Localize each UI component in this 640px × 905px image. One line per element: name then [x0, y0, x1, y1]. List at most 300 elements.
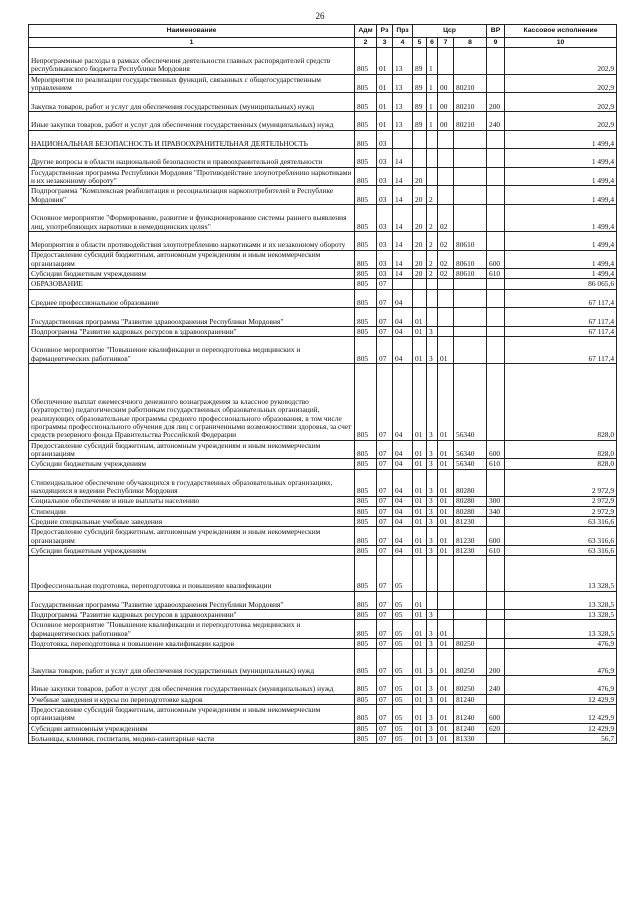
- row-vr: [487, 591, 505, 610]
- row-vr: [487, 205, 505, 232]
- table-row: [29, 93, 617, 112]
- row-csr-direction: 81230: [454, 546, 487, 556]
- row-adm: 805: [355, 649, 377, 676]
- row-csr-direction: [454, 326, 487, 336]
- row-rz: 07: [377, 337, 393, 364]
- row-prz: 05: [393, 733, 413, 743]
- table-row: [29, 546, 617, 556]
- row-adm: 805: [355, 517, 377, 527]
- row-adm: 805: [355, 591, 377, 610]
- row-csr-activity: [438, 186, 454, 205]
- row-rz: 03: [377, 167, 393, 186]
- row-vr: [487, 610, 505, 620]
- row-name: Предоставление субсидий бюджетным, автономным учреждениям и иным некоммерческим организациям: [29, 705, 355, 724]
- row-rz: 07: [377, 364, 393, 441]
- row-name: Закупка товаров, работ и услуг для обеспечения государственных (муниципальных) нужд: [29, 649, 355, 676]
- table-row: [29, 723, 617, 733]
- header-csr: Цср: [413, 25, 487, 38]
- table-row: [29, 649, 617, 676]
- row-vr: [487, 639, 505, 649]
- row-csr-program: 01: [413, 459, 427, 469]
- row-csr-activity: 01: [438, 517, 454, 527]
- row-vr: 600: [487, 250, 505, 269]
- row-vr: [487, 694, 505, 704]
- row-adm: 805: [355, 205, 377, 232]
- row-vr: [487, 279, 505, 289]
- table-row: [29, 506, 617, 516]
- table-row: [29, 250, 617, 269]
- header-prz: Прз: [393, 25, 413, 38]
- row-csr-subprogram: 3: [427, 676, 438, 695]
- row-name: Субсидии автономным учреждениям: [29, 723, 355, 733]
- row-csr-program: 01: [413, 639, 427, 649]
- budget-table: [28, 24, 617, 744]
- row-amount: 202,9: [505, 74, 617, 93]
- table-row: [29, 705, 617, 724]
- row-amount: 202,9: [505, 48, 617, 75]
- row-name: Предоставление субсидий бюджетным, автономным учреждениям и иным некоммерческим организациям: [29, 440, 355, 459]
- row-amount: 1 499,4: [505, 130, 617, 149]
- row-prz: 14: [393, 205, 413, 232]
- row-rz: 03: [377, 205, 393, 232]
- row-vr: [487, 167, 505, 186]
- row-adm: 805: [355, 48, 377, 75]
- row-vr: [487, 130, 505, 149]
- row-csr-program: 89: [413, 74, 427, 93]
- row-csr-subprogram: 3: [427, 326, 438, 336]
- row-csr-activity: 01: [438, 440, 454, 459]
- row-name: Мероприятия по реализации государственных функций, связанных с общегосударственным управлением: [29, 74, 355, 93]
- column-number: 5: [413, 38, 427, 48]
- row-prz: 05: [393, 676, 413, 695]
- row-csr-subprogram: 3: [427, 517, 438, 527]
- row-csr-direction: 80280: [454, 496, 487, 506]
- row-prz: 04: [393, 527, 413, 546]
- row-csr-subprogram: 2: [427, 231, 438, 250]
- table-row: [29, 149, 617, 168]
- row-csr-direction: 81240: [454, 723, 487, 733]
- row-vr: 240: [487, 676, 505, 695]
- table-row: [29, 496, 617, 506]
- row-adm: 805: [355, 469, 377, 496]
- row-name: Государственная программа Республики Мордовия "Противодействие злоупотреблению наркотиками и их незаконному обороту": [29, 167, 355, 186]
- table-row: [29, 469, 617, 496]
- row-csr-program: 01: [413, 620, 427, 639]
- row-amount: 12 429,9: [505, 723, 617, 733]
- row-adm: 805: [355, 694, 377, 704]
- row-csr-direction: [454, 48, 487, 75]
- row-csr-direction: 56340: [454, 459, 487, 469]
- row-csr-direction: 80610: [454, 231, 487, 250]
- row-csr-program: 20: [413, 167, 427, 186]
- row-prz: 04: [393, 326, 413, 336]
- row-prz: 05: [393, 610, 413, 620]
- row-name: Основное мероприятие "Формирование, развитие и функционирование системы раннего выявления лиц, употребляющих наркотики в немедицинских целях": [29, 205, 355, 232]
- row-amount: 202,9: [505, 112, 617, 131]
- row-vr: [487, 231, 505, 250]
- row-prz: 14: [393, 269, 413, 279]
- row-csr-program: 01: [413, 546, 427, 556]
- row-csr-direction: [454, 556, 487, 591]
- row-prz: 04: [393, 546, 413, 556]
- table-row: [29, 694, 617, 704]
- row-csr-subprogram: 2: [427, 205, 438, 232]
- row-prz: 14: [393, 186, 413, 205]
- row-amount: 1 499,4: [505, 186, 617, 205]
- row-csr-direction: 81230: [454, 527, 487, 546]
- row-amount: 1 499,4: [505, 205, 617, 232]
- row-name: НАЦИОНАЛЬНАЯ БЕЗОПАСНОСТЬ И ПРАВООХРАНИТЕЛЬНАЯ ДЕЯТЕЛЬНОСТЬ: [29, 130, 355, 149]
- row-csr-program: 89: [413, 112, 427, 131]
- row-amount: 67 117,4: [505, 289, 617, 308]
- table-row: [29, 639, 617, 649]
- row-name: Субсидии бюджетным учреждениям: [29, 546, 355, 556]
- row-csr-subprogram: [427, 289, 438, 308]
- row-csr-program: 20: [413, 269, 427, 279]
- row-csr-program: 01: [413, 308, 427, 327]
- row-vr: 600: [487, 527, 505, 546]
- row-csr-subprogram: 1: [427, 112, 438, 131]
- row-name: Подпрограмма "Комплексная реабилитация и ресоциализация наркопотребителей в Республике Мордовия": [29, 186, 355, 205]
- row-prz: 05: [393, 723, 413, 733]
- row-csr-subprogram: [427, 556, 438, 591]
- row-prz: 04: [393, 337, 413, 364]
- row-adm: 805: [355, 676, 377, 695]
- table-row: [29, 74, 617, 93]
- row-adm: 805: [355, 506, 377, 516]
- row-rz: 03: [377, 231, 393, 250]
- row-name: Предоставление субсидий бюджетным, автономным учреждениям и иным некоммерческим организациям: [29, 250, 355, 269]
- row-name: Средние специальные учебные заведения: [29, 517, 355, 527]
- row-vr: 610: [487, 269, 505, 279]
- row-csr-direction: [454, 308, 487, 327]
- row-csr-activity: [438, 591, 454, 610]
- row-vr: 620: [487, 723, 505, 733]
- row-rz: 07: [377, 459, 393, 469]
- row-amount: 63 316,6: [505, 517, 617, 527]
- row-prz: 04: [393, 506, 413, 516]
- row-vr: 610: [487, 546, 505, 556]
- row-csr-subprogram: [427, 591, 438, 610]
- row-amount: 13 328,5: [505, 620, 617, 639]
- row-csr-subprogram: 3: [427, 639, 438, 649]
- row-csr-activity: [438, 308, 454, 327]
- row-rz: 07: [377, 440, 393, 459]
- row-csr-direction: [454, 167, 487, 186]
- row-rz: 07: [377, 676, 393, 695]
- row-csr-program: 01: [413, 591, 427, 610]
- row-amount: 56,7: [505, 733, 617, 743]
- row-csr-direction: [454, 205, 487, 232]
- row-csr-activity: 01: [438, 694, 454, 704]
- column-number: 9: [487, 38, 505, 48]
- row-prz: 05: [393, 591, 413, 610]
- row-amount: 13 328,5: [505, 610, 617, 620]
- row-csr-program: 01: [413, 326, 427, 336]
- row-csr-subprogram: 2: [427, 269, 438, 279]
- row-prz: 05: [393, 620, 413, 639]
- row-csr-program: 01: [413, 694, 427, 704]
- row-rz: 07: [377, 649, 393, 676]
- row-csr-subprogram: 3: [427, 364, 438, 441]
- row-csr-subprogram: 3: [427, 459, 438, 469]
- table-row: [29, 676, 617, 695]
- row-rz: 07: [377, 506, 393, 516]
- row-vr: [487, 149, 505, 168]
- header-adm: Адм: [355, 25, 377, 38]
- row-csr-program: [413, 556, 427, 591]
- row-csr-activity: [438, 149, 454, 168]
- row-prz: 05: [393, 649, 413, 676]
- row-vr: [487, 469, 505, 496]
- row-csr-direction: [454, 610, 487, 620]
- row-name: Подпрограмма "Развитие кадровых ресурсов в здравоохранении": [29, 326, 355, 336]
- row-csr-program: 01: [413, 649, 427, 676]
- row-adm: 805: [355, 326, 377, 336]
- row-name: Предоставление субсидий бюджетным, автономным учреждениям и иным некоммерческим организациям: [29, 527, 355, 546]
- table-row: [29, 527, 617, 546]
- row-csr-direction: 81240: [454, 694, 487, 704]
- row-name: Основное мероприятие "Повышение квалификации и переподготовка медицинских и фармацевтических работников": [29, 620, 355, 639]
- row-prz: 13: [393, 112, 413, 131]
- row-csr-program: 01: [413, 337, 427, 364]
- row-name: Подпрограмма "Развитие кадровых ресурсов в здравоохранении": [29, 610, 355, 620]
- row-vr: [487, 733, 505, 743]
- column-number: 7: [438, 38, 454, 48]
- row-vr: 300: [487, 496, 505, 506]
- row-csr-direction: 80210: [454, 112, 487, 131]
- row-rz: 01: [377, 112, 393, 131]
- row-csr-program: 01: [413, 676, 427, 695]
- column-number: 2: [355, 38, 377, 48]
- row-adm: 805: [355, 112, 377, 131]
- row-csr-program: [413, 279, 427, 289]
- table-row: [29, 459, 617, 469]
- header-amount: Кассовое исполнение: [505, 25, 617, 38]
- row-adm: 805: [355, 93, 377, 112]
- row-csr-activity: 01: [438, 364, 454, 441]
- row-csr-program: 01: [413, 469, 427, 496]
- row-csr-direction: [454, 186, 487, 205]
- row-adm: 805: [355, 167, 377, 186]
- row-csr-activity: 01: [438, 733, 454, 743]
- row-rz: 07: [377, 546, 393, 556]
- row-rz: 07: [377, 556, 393, 591]
- row-prz: [393, 279, 413, 289]
- row-rz: 07: [377, 705, 393, 724]
- row-vr: 340: [487, 506, 505, 516]
- table-row: [29, 733, 617, 743]
- row-csr-subprogram: 3: [427, 527, 438, 546]
- row-csr-direction: [454, 591, 487, 610]
- row-prz: 04: [393, 289, 413, 308]
- row-vr: [487, 364, 505, 441]
- table-row: [29, 289, 617, 308]
- row-csr-subprogram: 3: [427, 496, 438, 506]
- header-rz: Рз: [377, 25, 393, 38]
- row-rz: 07: [377, 733, 393, 743]
- row-csr-activity: 01: [438, 546, 454, 556]
- row-adm: 805: [355, 639, 377, 649]
- row-amount: 2 972,9: [505, 506, 617, 516]
- table-row: [29, 167, 617, 186]
- row-csr-direction: 80610: [454, 250, 487, 269]
- row-csr-program: 89: [413, 48, 427, 75]
- row-name: Основное мероприятие "Повышение квалификации и переподготовка медицинских и фармацевтических работников": [29, 337, 355, 364]
- row-csr-activity: 01: [438, 527, 454, 546]
- row-adm: 805: [355, 149, 377, 168]
- table-row: [29, 326, 617, 336]
- row-amount: 12 429,9: [505, 705, 617, 724]
- row-csr-direction: 81230: [454, 517, 487, 527]
- row-csr-subprogram: 3: [427, 440, 438, 459]
- row-rz: 07: [377, 610, 393, 620]
- row-amount: 67 117,4: [505, 326, 617, 336]
- table-row: [29, 610, 617, 620]
- row-csr-program: [413, 289, 427, 308]
- row-name: Непрограммные расходы в рамках обеспечения деятельности главных распорядителей средств республиканского бюджета Республики Мордовия: [29, 48, 355, 75]
- row-amount: 476,9: [505, 649, 617, 676]
- row-csr-direction: 80280: [454, 506, 487, 516]
- column-number: 1: [29, 38, 355, 48]
- row-vr: [487, 620, 505, 639]
- row-name: Иные закупки товаров, работ и услуг для обеспечения государственных (муниципальных) нужд: [29, 676, 355, 695]
- row-csr-subprogram: 2: [427, 250, 438, 269]
- row-csr-subprogram: 3: [427, 506, 438, 516]
- row-name: Закупка товаров, работ и услуг для обеспечения государственных (муниципальных) нужд: [29, 93, 355, 112]
- row-amount: 202,9: [505, 93, 617, 112]
- column-number-row: [29, 38, 617, 48]
- row-prz: 14: [393, 250, 413, 269]
- column-number: 4: [393, 38, 413, 48]
- row-csr-subprogram: 3: [427, 723, 438, 733]
- row-csr-direction: 56340: [454, 364, 487, 441]
- row-csr-direction: [454, 130, 487, 149]
- row-rz: 03: [377, 149, 393, 168]
- row-csr-direction: [454, 149, 487, 168]
- row-adm: 805: [355, 527, 377, 546]
- row-csr-program: 01: [413, 723, 427, 733]
- row-vr: [487, 337, 505, 364]
- row-csr-activity: [438, 610, 454, 620]
- row-csr-subprogram: [427, 149, 438, 168]
- row-vr: 610: [487, 459, 505, 469]
- row-csr-activity: [438, 167, 454, 186]
- column-number: 6: [427, 38, 438, 48]
- row-csr-subprogram: 3: [427, 649, 438, 676]
- row-prz: 05: [393, 705, 413, 724]
- row-name: Государственная программа "Развитие здравоохранения Республики Мордовия": [29, 308, 355, 327]
- row-amount: 67 117,4: [505, 337, 617, 364]
- row-prz: 13: [393, 48, 413, 75]
- row-name: Профессиональная подготовка, переподготовка и повышение квалификации: [29, 556, 355, 591]
- row-amount: 1 499,4: [505, 269, 617, 279]
- row-csr-direction: [454, 289, 487, 308]
- row-name: Больницы, клиники, госпитали, медико-санитарные части: [29, 733, 355, 743]
- row-csr-direction: 56340: [454, 440, 487, 459]
- row-adm: 805: [355, 279, 377, 289]
- row-adm: 805: [355, 231, 377, 250]
- row-vr: [487, 186, 505, 205]
- row-csr-activity: 01: [438, 459, 454, 469]
- table-row: [29, 337, 617, 364]
- row-csr-activity: [438, 48, 454, 75]
- header-row: [29, 25, 617, 38]
- row-name: Иные закупки товаров, работ и услуг для обеспечения государственных (муниципальных) нужд: [29, 112, 355, 131]
- row-csr-subprogram: 3: [427, 733, 438, 743]
- row-csr-activity: [438, 130, 454, 149]
- row-prz: 04: [393, 459, 413, 469]
- row-amount: 2 972,9: [505, 496, 617, 506]
- table-row: [29, 591, 617, 610]
- row-csr-subprogram: [427, 167, 438, 186]
- header-vr: ВР: [487, 25, 505, 38]
- row-csr-activity: 01: [438, 496, 454, 506]
- row-amount: 828,0: [505, 440, 617, 459]
- row-amount: 1 499,4: [505, 250, 617, 269]
- row-adm: 805: [355, 337, 377, 364]
- row-csr-program: 20: [413, 231, 427, 250]
- row-csr-direction: 81240: [454, 705, 487, 724]
- table-row: [29, 279, 617, 289]
- row-csr-direction: [454, 279, 487, 289]
- row-name: Подготовка, переподготовка и повышение квалификации кадров: [29, 639, 355, 649]
- row-csr-program: 01: [413, 517, 427, 527]
- row-adm: 805: [355, 364, 377, 441]
- row-csr-activity: 01: [438, 639, 454, 649]
- row-csr-program: 01: [413, 364, 427, 441]
- row-csr-activity: 02: [438, 269, 454, 279]
- row-csr-direction: 81330: [454, 733, 487, 743]
- column-number: 3: [377, 38, 393, 48]
- row-prz: [393, 130, 413, 149]
- row-rz: 07: [377, 279, 393, 289]
- row-csr-subprogram: 1: [427, 48, 438, 75]
- row-rz: 07: [377, 326, 393, 336]
- row-csr-program: 01: [413, 506, 427, 516]
- row-csr-subprogram: 3: [427, 694, 438, 704]
- row-name: Другие вопросы в области национальной безопасности и правоохранительной деятельности: [29, 149, 355, 168]
- row-adm: 805: [355, 250, 377, 269]
- row-rz: 07: [377, 591, 393, 610]
- row-rz: 07: [377, 289, 393, 308]
- row-amount: 63 316,6: [505, 546, 617, 556]
- row-csr-direction: 80210: [454, 93, 487, 112]
- row-csr-subprogram: [427, 308, 438, 327]
- row-csr-subprogram: 1: [427, 74, 438, 93]
- row-csr-activity: 01: [438, 723, 454, 733]
- row-csr-program: 89: [413, 93, 427, 112]
- column-number: 10: [505, 38, 617, 48]
- row-adm: 805: [355, 74, 377, 93]
- row-prz: 04: [393, 496, 413, 506]
- row-prz: 14: [393, 231, 413, 250]
- row-adm: 805: [355, 130, 377, 149]
- row-csr-direction: 80250: [454, 676, 487, 695]
- row-amount: 13 328,5: [505, 591, 617, 610]
- row-prz: 04: [393, 364, 413, 441]
- table-row: [29, 440, 617, 459]
- row-adm: 805: [355, 308, 377, 327]
- row-csr-program: 01: [413, 440, 427, 459]
- row-adm: 805: [355, 496, 377, 506]
- row-rz: 07: [377, 496, 393, 506]
- table-row: [29, 48, 617, 75]
- row-csr-direction: 80210: [454, 74, 487, 93]
- row-rz: 03: [377, 269, 393, 279]
- row-rz: 07: [377, 527, 393, 546]
- table-row: [29, 364, 617, 441]
